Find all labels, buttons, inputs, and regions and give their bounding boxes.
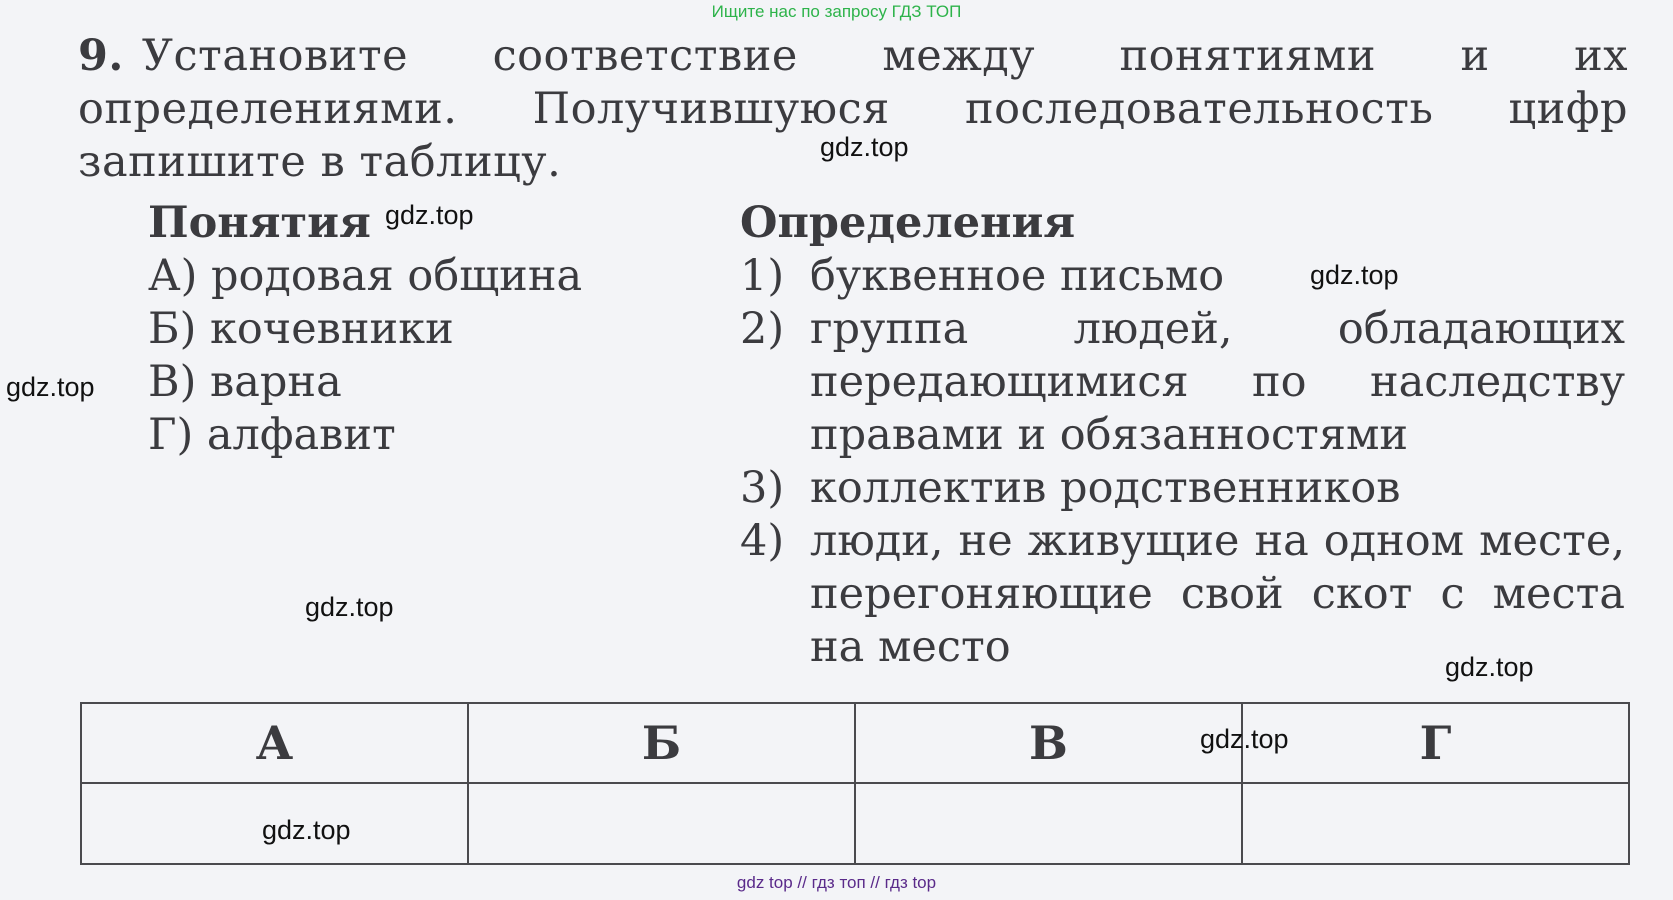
watermark: gdz.top [6, 372, 95, 402]
watermark: gdz.top [1310, 260, 1399, 290]
watermark: gdz.top [385, 200, 474, 230]
definition-text: буквенное письмо [810, 251, 1225, 301]
definitions-heading: Определения [740, 198, 1076, 248]
definition-number: 4) [740, 516, 785, 566]
answer-header-row [81, 703, 1629, 783]
footer-links[interactable]: gdz top // гдз топ // гдз top [736, 873, 937, 892]
answer-header-cell: Г [1242, 703, 1629, 783]
task-number: 9. [78, 31, 124, 81]
definition-item [740, 462, 1625, 515]
concept-item: В) варна [148, 357, 342, 407]
watermark: gdz.top [1200, 724, 1289, 754]
answer-cell-v[interactable] [855, 783, 1242, 864]
concepts-list [148, 250, 582, 462]
definition-item [740, 250, 1625, 303]
task-statement [78, 30, 1628, 189]
definition-item [740, 515, 1625, 674]
definition-number: 3) [740, 463, 785, 513]
definition-item [740, 303, 1625, 462]
answer-header-cell: Б [468, 703, 855, 783]
definition-number: 1) [740, 251, 785, 301]
watermark: gdz.top [1445, 652, 1534, 682]
answer-cell-g[interactable] [1242, 783, 1629, 864]
concepts-heading: Понятия [148, 198, 371, 248]
definition-text: группа людей, обладающих передающимися по наследству правами и обязанностями [810, 304, 1625, 460]
concept-item: Б) кочевники [148, 304, 454, 354]
concept-item: А) родовая община [148, 251, 583, 301]
definition-text: люди, не живущие на одном месте, перегоняющие свой скот с места на место [810, 516, 1625, 672]
task-text: Установите соответствие между понятиями и их определениями. Получившуюся последовательность цифр запишите в таблицу. [78, 31, 1628, 187]
answer-cell-b[interactable] [468, 783, 855, 864]
watermark: gdz.top [820, 132, 909, 162]
definition-number: 2) [740, 304, 785, 354]
watermark: gdz.top [305, 592, 394, 622]
search-banner[interactable]: Ищите нас по запросу ГДЗ ТОП [711, 2, 962, 21]
watermark: gdz.top [262, 815, 351, 845]
answer-header-cell: А [81, 703, 468, 783]
concept-item: Г) алфавит [148, 410, 396, 460]
answer-header-cell: В [855, 703, 1242, 783]
definition-text: коллектив родственников [810, 463, 1401, 513]
definitions-list [740, 250, 1625, 674]
